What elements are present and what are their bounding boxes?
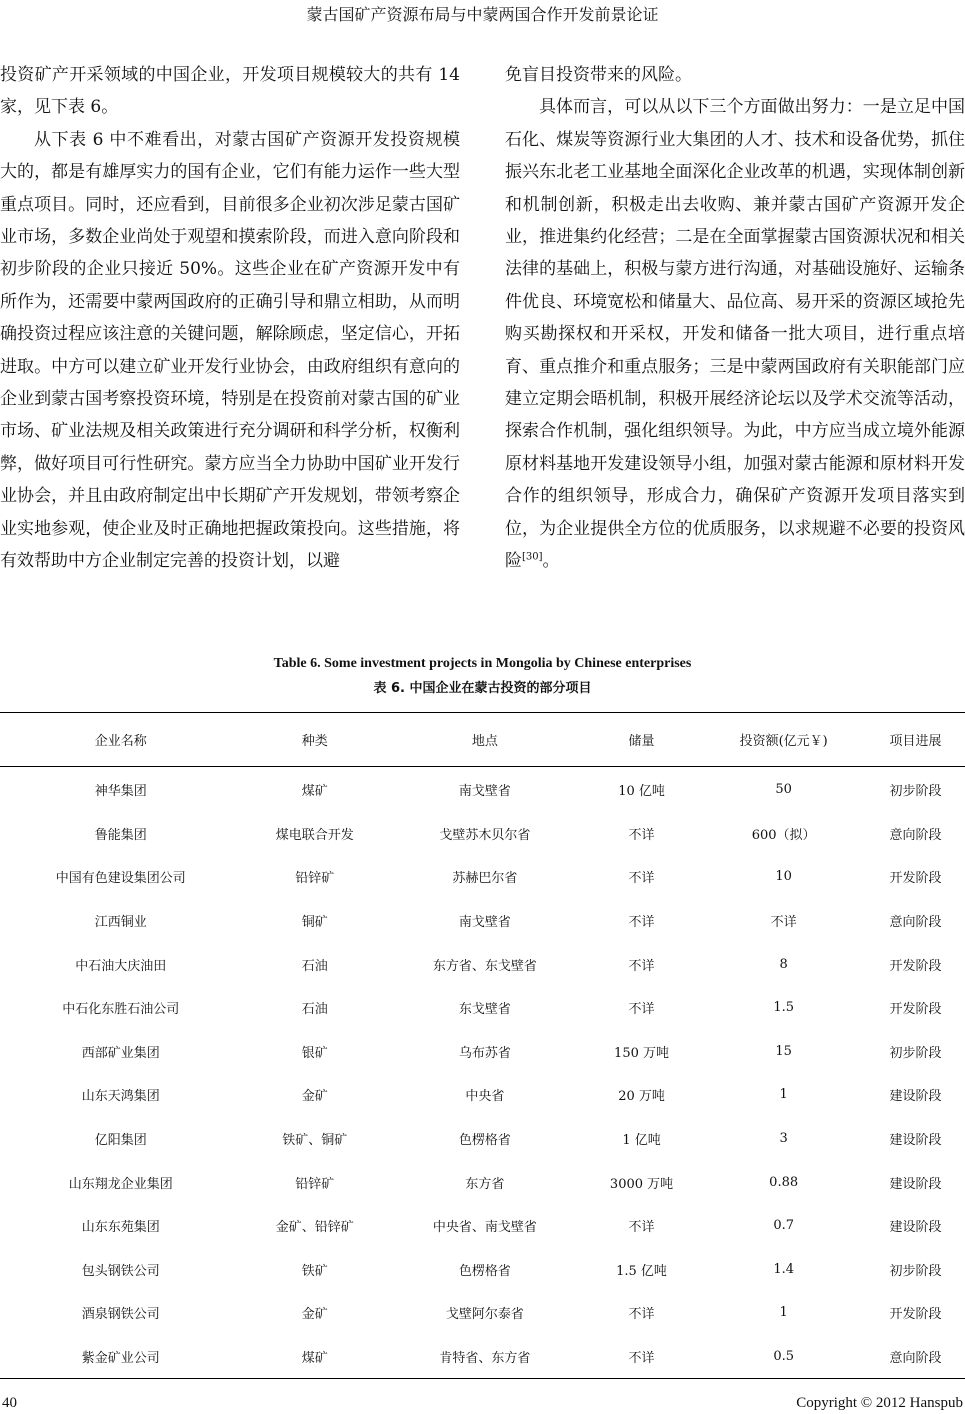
table-cell: 不详	[582, 1335, 701, 1379]
table-cell: 3000 万吨	[609, 1176, 674, 1192]
table-cell: 煤矿	[242, 1335, 388, 1379]
table-row	[0, 1160, 965, 1204]
table-row	[0, 767, 965, 812]
table-cell: 10	[775, 869, 792, 885]
table-caption-zh: 表 6. 中国企业在蒙古投资的部分项目	[373, 681, 592, 696]
table-cell: 1.5	[773, 1000, 794, 1016]
table-cell: 0.88	[769, 1174, 799, 1190]
table-row	[0, 899, 965, 943]
table-cell: 石油	[301, 958, 328, 974]
table-cell: 1	[779, 1087, 788, 1103]
paragraph: 从下表 6 中不难看出，对蒙古国矿产资源开发投资规模大的，都是有雄厚实力的国有企业，它们有能力运作一些大型重点项目。同时，还应看到，目前很多企业初次涉足蒙古国矿业市场，多数企业尚处于观望和摸索阶段，而进入意向阶段和初步阶段的企业只接近 50%。这些企业在矿产资源开发中有所作为，还需要中蒙两国政府的正确引导和鼎立相助，从而明确投资过程应该注意的关键问题，解除顾虑，坚定信心，开拓进取。中方可以建立矿业开发行业协会，由政府组织有意向的企业到蒙古国考察投资环境，特别是在投资前对蒙古国的矿业市场、矿业法规及相关政策进行充分调研和科学分析，权衡利弊，做好项目可行性研究。蒙方应当全力协助中国矿业开发行业协会，并且由政府制定出中长期矿产开发规划，带领考察企业实地参观，使企业及时正确地把握政策投向。这些措施，将有效帮助中方企业制定完善的投资计划，以避	[0, 129, 460, 572]
table-cell: 中石化东胜石油公司	[62, 1002, 180, 1018]
table-cell: 东戈壁省	[458, 1002, 511, 1018]
table-cell: 紫金矿业公司	[0, 1335, 242, 1379]
table-row	[0, 942, 965, 986]
table-row	[0, 1204, 965, 1248]
table-cell: 开发阶段	[889, 871, 942, 887]
table-cell: 1 亿吨	[622, 1133, 661, 1149]
table-cell: 意向阶段	[889, 827, 942, 843]
table-cell: 600（拟）	[751, 827, 816, 843]
table-cell: 苏赫巴尔省	[452, 871, 518, 887]
right-column	[505, 59, 965, 578]
table-cell: 0.7	[773, 1218, 794, 1234]
table-cell: 10 亿吨	[618, 784, 665, 800]
table-cell: 铁矿、铜矿	[282, 1133, 348, 1149]
table-cell: 初步阶段	[889, 1045, 942, 1061]
table-row	[0, 1073, 965, 1117]
table-cell: 戈壁苏木贝尔省	[439, 827, 531, 843]
table-cell: 神华集团	[94, 784, 147, 800]
investment-table	[0, 712, 965, 1379]
table-cell: 0.5	[701, 1335, 866, 1379]
table-cell: 色楞格省	[458, 1133, 511, 1149]
table-cell: 初步阶段	[889, 784, 942, 800]
paragraph-text: 具体而言，可以从以下三个方面做出努力：一是立足中国石化、煤炭等资源行业大集团的人才、技术和设备优势，抓住振兴东北老工业基地全面深化企业改革的机遇，实现体制创新和机制创新，积极走出去收购、兼并蒙古国矿产资源开发企业，推进集约化经营；二是在全面掌握蒙古国资源状况和相关法律的基础上，积极与蒙方进行沟通，对基础设施好、运输条件优良、环境宽松和储量大、品位高、易开采的资源区域抢先购买勘探权和开采权，开发和储备一批大项目，进行重点培育、重点推介和重点服务；三是中蒙两国政府有关职能部门应建立定期会晤机制，积极开展经济论坛以及学术交流等活动，探索合作机制，强化组织领导。为此，中方应当成立境外能源原材料基地开发建设领导小组，加强对蒙古能源和原材料开发合作的组织领导，形成合力，确保矿产资源开发项目落实到位，为企业提供全方位的优质服务，以求规避不必要的投资风险	[505, 97, 965, 572]
table-cell: 不详	[628, 827, 655, 843]
table-cell: 南戈壁省	[458, 784, 511, 800]
table-cell: 南戈壁省	[458, 915, 511, 931]
table-cell: 不详	[628, 871, 655, 887]
citation[interactable]: [30]	[522, 551, 543, 563]
table-cell: 东方省、东戈壁省	[432, 958, 537, 974]
table-cell: 中央省	[465, 1089, 505, 1105]
table-cell: 不详	[628, 1307, 655, 1323]
table-cell: 戈壁阿尔泰省	[445, 1307, 524, 1323]
table-cell: 不详	[628, 1220, 655, 1236]
table-cell: 酒泉钢铁公司	[81, 1307, 160, 1323]
table-cell: 山东翔龙企业集团	[68, 1176, 173, 1192]
table-cell: 开发阶段	[889, 1002, 942, 1018]
table-cell: 乌布苏省	[458, 1045, 511, 1061]
table-cell: 建设阶段	[889, 1176, 942, 1192]
column-header: 地点	[388, 713, 582, 767]
table-cell: 8	[779, 956, 788, 972]
copyright: Copyright © 2012 Hanspub	[796, 1395, 963, 1411]
paragraph: 免盲目投资带来的风险。	[505, 65, 692, 85]
table-cell: 初步阶段	[889, 1263, 942, 1279]
table-cell: 煤矿	[301, 784, 328, 800]
table-cell: 铅锌矿	[295, 871, 335, 887]
table-cell: 建设阶段	[889, 1089, 942, 1105]
table-cell: 不详	[770, 915, 797, 931]
table-cell: 1.5 亿吨	[616, 1263, 667, 1279]
table-cell: 色楞格省	[458, 1263, 511, 1279]
table-row	[0, 1117, 965, 1161]
column-header: 投资额(亿元￥)	[701, 713, 866, 767]
table-row	[0, 1335, 965, 1379]
table-row	[0, 1248, 965, 1292]
table-cell: 1	[779, 1305, 788, 1321]
table-cell: 开发阶段	[889, 1307, 942, 1323]
table-cell: 金矿	[301, 1089, 328, 1105]
paragraph-end: 。	[542, 551, 560, 572]
table-cell: 意向阶段	[866, 1335, 965, 1379]
table-row	[0, 1030, 965, 1074]
table-cell: 50	[775, 782, 792, 798]
table-cell: 肯特省、东方省	[388, 1335, 582, 1379]
running-header: 蒙古国矿产资源布局与中蒙两国合作开发前景论证	[306, 5, 659, 24]
table-caption-en: Table 6. Some investment projects in Mongolia by Chinese enterprises	[273, 656, 692, 671]
table-cell: 不详	[628, 915, 655, 931]
table-cell: 石油	[301, 1002, 328, 1018]
paragraph	[505, 91, 965, 577]
table-row	[0, 1291, 965, 1335]
table-cell: 3	[779, 1131, 788, 1147]
table-cell: 开发阶段	[889, 958, 942, 974]
table-cell: 中国有色建设集团公司	[55, 871, 186, 887]
table-cell: 金矿	[301, 1307, 328, 1323]
table-cell: 铅锌矿	[295, 1176, 335, 1192]
column-header: 企业名称	[0, 713, 242, 767]
table-cell: 山东天鸿集团	[81, 1089, 160, 1105]
table-cell: 不详	[628, 1002, 655, 1018]
table-cell: 鲁能集团	[94, 827, 147, 843]
table-cell: 煤电联合开发	[275, 827, 354, 843]
table-cell: 西部矿业集团	[81, 1045, 160, 1061]
table-cell: 意向阶段	[889, 915, 942, 931]
table-cell: 1.4	[773, 1261, 794, 1277]
table-row	[0, 812, 965, 856]
table-cell: 铁矿	[301, 1263, 328, 1279]
table-row	[0, 855, 965, 899]
table-header-row	[0, 713, 965, 767]
table-cell: 江西铜业	[94, 915, 147, 931]
table-cell: 银矿	[301, 1045, 328, 1061]
table-cell: 150 万吨	[614, 1045, 669, 1061]
table-row	[0, 986, 965, 1030]
column-header: 种类	[242, 713, 388, 767]
left-column	[0, 59, 460, 578]
table-cell: 山东东苑集团	[81, 1220, 160, 1236]
table-cell: 东方省	[465, 1176, 505, 1192]
table-cell: 金矿、铅锌矿	[275, 1220, 354, 1236]
table-cell: 建设阶段	[889, 1133, 942, 1149]
column-header: 储量	[582, 713, 701, 767]
table-cell: 不详	[628, 958, 655, 974]
table-cell: 建设阶段	[889, 1220, 942, 1236]
table-cell: 亿阳集团	[94, 1133, 147, 1149]
page-number: 40	[2, 1395, 17, 1411]
table-cell: 中央省、南戈壁省	[432, 1220, 537, 1236]
table-cell: 中石油大庆油田	[75, 958, 167, 974]
table-cell: 铜矿	[301, 915, 328, 931]
table-cell: 15	[775, 1043, 792, 1059]
column-header: 项目进展	[866, 713, 965, 767]
table-cell: 包头钢铁公司	[81, 1263, 160, 1279]
table-cell: 20 万吨	[618, 1089, 665, 1105]
paragraph: 投资矿产开采领域的中国企业，开发项目规模较大的共有 14 家，见下表 6。	[0, 65, 460, 118]
